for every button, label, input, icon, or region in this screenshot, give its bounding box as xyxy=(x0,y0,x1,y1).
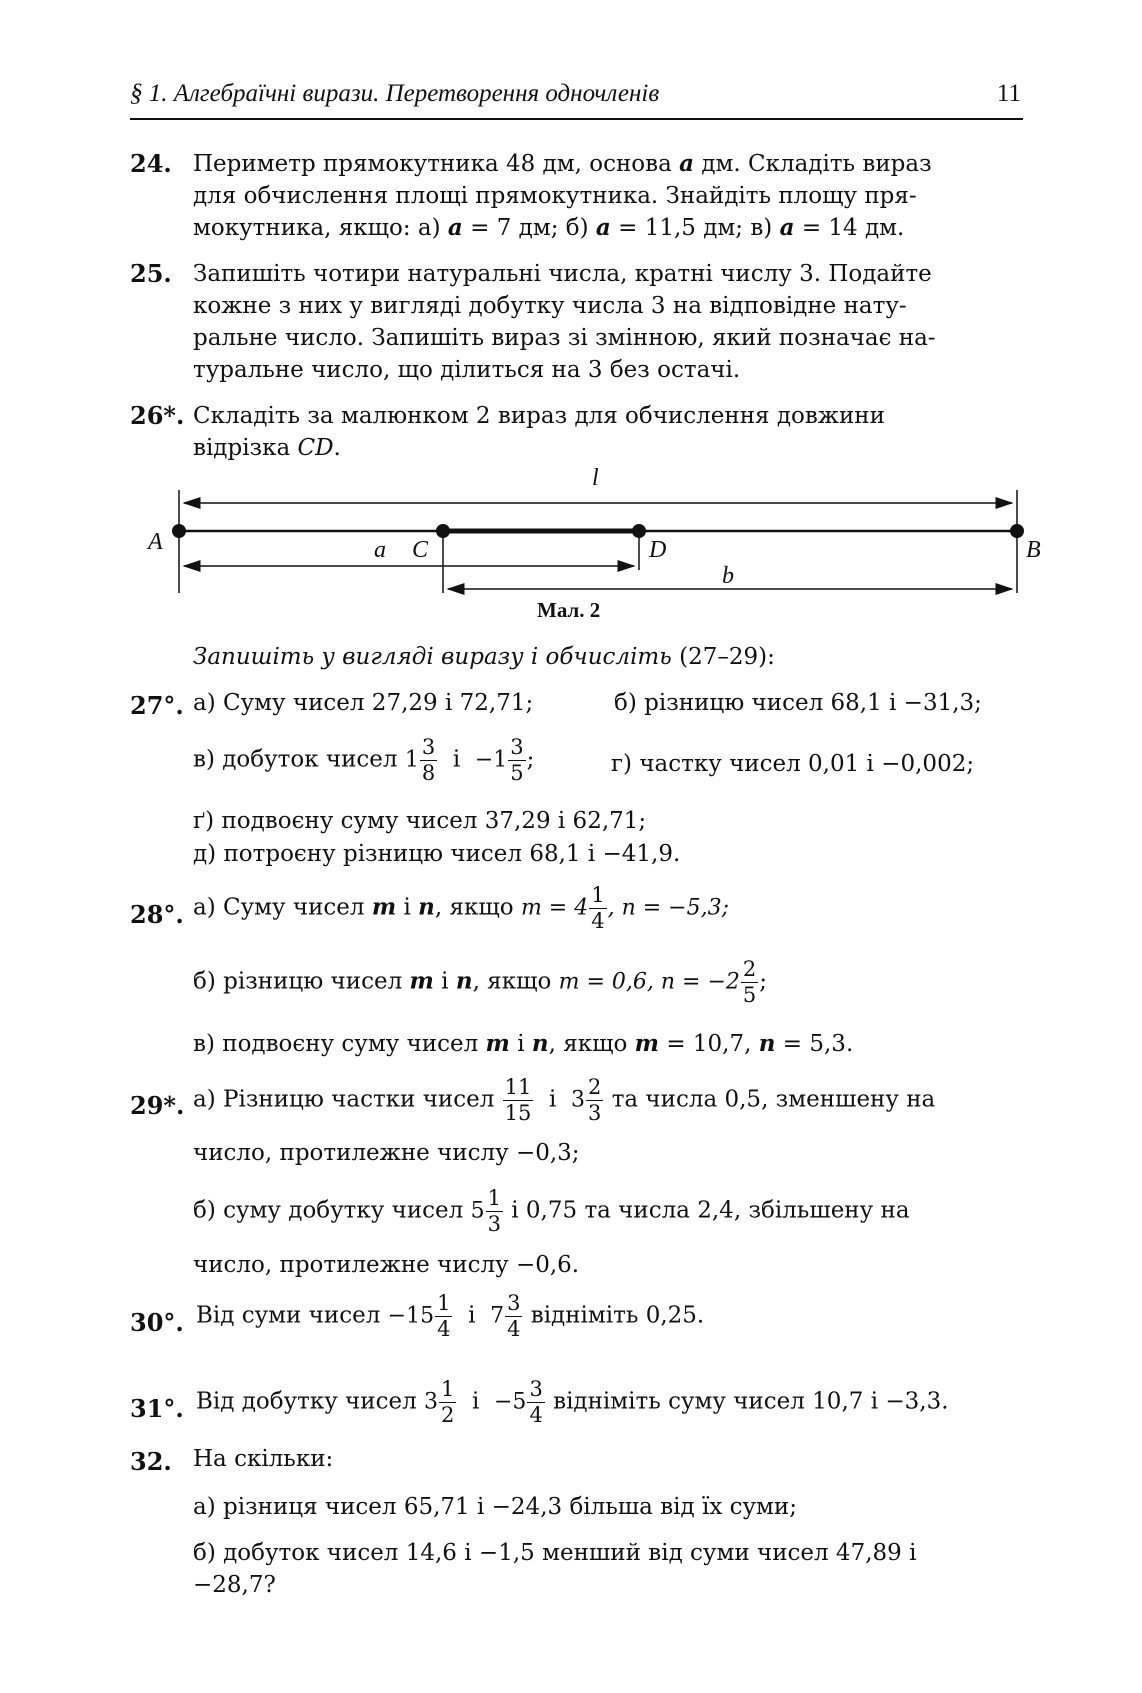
exercise-number: 25. xyxy=(130,259,172,288)
exercise-number: 30°. xyxy=(130,1308,184,1337)
label-a-length: a xyxy=(374,537,386,563)
label-l: l xyxy=(592,465,599,491)
exercise-number: 31°. xyxy=(130,1394,184,1423)
exercise-27-f: д) потроєну різницю чисел 68,1 і −41,9. xyxy=(193,841,681,867)
exercise-28-a: а) Суму чисел m і n, якщо m = 4 $\frac{1}{4}$ , n = −5,3; xyxy=(193,883,730,933)
exercise-32-a: а) різниця чисел 65,71 і −24,3 більша від їх суми; xyxy=(193,1494,797,1520)
section-title: § 1. Алгебраїчні вирази. Перетворення одночленів xyxy=(130,80,660,107)
exercise-text-line: Периметр прямокутника 48 дм, основа a дм. Складіть вираз xyxy=(193,150,932,177)
exercise-24 xyxy=(130,148,1030,244)
fraction: $\frac{1}{4}$ xyxy=(437,1291,451,1341)
fraction: $\frac{1}{4}$ xyxy=(591,883,605,933)
fraction: $\frac{3}{5}$ xyxy=(510,735,524,785)
instruction: Запишіть у вигляді виразу і обчисліть (27–29): xyxy=(193,644,775,670)
segment-diagram xyxy=(140,465,1041,595)
exercise-text-line: ральне число. Запишіть вираз зі змінною, який позначає на- xyxy=(193,325,936,351)
exercise-27-b: б) різницю чисел 68,1 і −31,3; xyxy=(614,690,982,716)
point-d xyxy=(632,524,646,538)
fraction: $\frac{1}{3}$ xyxy=(487,1186,501,1236)
exercise-32-intro: На скільки: xyxy=(193,1446,334,1472)
exercise-30-text: Від суми чисел −15 $\frac{1}{4}$ і 7 $\frac{3}{4}$ відніміть 0,25. xyxy=(196,1291,705,1341)
fraction: $\frac{2}{3}$ xyxy=(588,1075,602,1125)
exercise-29-b: б) суму добутку чисел 5 $\frac{1}{3}$ і 0,75 та числа 2,4, збільшену на xyxy=(193,1186,910,1236)
label-c: C xyxy=(412,537,429,563)
exercise-number: 24. xyxy=(130,149,172,178)
exercise-number: 28°. xyxy=(130,900,184,929)
exercise-28-b: б) різницю чисел m і n, якщо m = 0,6, n = −2 $\frac{2}{5}$ ; xyxy=(193,957,768,1007)
page-number: 11 xyxy=(996,80,1021,107)
exercise-29-a: а) Різницю частки чисел $\frac{11}{15}$ і 3 $\frac{2}{3}$ та числа 0,5, зменшену на xyxy=(193,1075,936,1125)
exercise-29-b-cont: число, протилежне числу −0,6. xyxy=(193,1252,580,1278)
figure-caption: Мал. 2 xyxy=(537,598,601,622)
exercise-number: 27°. xyxy=(130,691,184,720)
exercise-32-b-cont: −28,7? xyxy=(193,1572,276,1598)
exercise-31-text: Від добутку чисел 3 $\frac{1}{2}$ і −5 $\frac{3}{4}$ відніміть суму чисел 10,7 і −3,3. xyxy=(196,1377,949,1427)
point-b xyxy=(1010,524,1024,538)
label-b-length: b xyxy=(722,563,734,589)
point-a xyxy=(172,524,186,538)
fraction: $\frac{3}{8}$ xyxy=(421,735,436,785)
exercise-27-e: ґ) подвоєну суму чисел 37,29 і 62,71; xyxy=(193,808,647,834)
exercise-text-line: для обчислення площі прямокутника. Знайдіть площу пря- xyxy=(193,183,917,209)
exercise-number: 26*. xyxy=(130,401,185,430)
label-b-point: B xyxy=(1026,537,1041,563)
exercise-text-line: Запишіть чотири натуральні числа, кратні числу 3. Подайте xyxy=(193,261,932,287)
fraction: $\frac{1}{2}$ xyxy=(441,1377,455,1427)
page-header xyxy=(130,78,1023,120)
exercise-32-b: б) добуток чисел 14,6 і −1,5 менший від суми чисел 47,89 і xyxy=(193,1540,917,1566)
exercise-28-c: в) подвоєну суму чисел m і n, якщо m = 10,7, n = 5,3. xyxy=(193,1030,854,1057)
exercise-27-d: г) частку чисел 0,01 і −0,002; xyxy=(611,751,975,777)
exercise-text-line: туральне число, що ділиться на 3 без остачі. xyxy=(193,357,741,383)
label-a-point: A xyxy=(148,529,163,555)
fraction: $\frac{2}{5}$ xyxy=(742,957,757,1007)
fraction: $\frac{11}{15}$ xyxy=(504,1075,532,1125)
fraction: $\frac{3}{4}$ xyxy=(507,1291,521,1341)
exercise-number: 29*. xyxy=(130,1091,185,1120)
label-d: D xyxy=(649,537,667,563)
exercise-text-line: відрізка CD. xyxy=(193,435,341,461)
exercise-number: 32. xyxy=(130,1447,172,1476)
point-c xyxy=(436,524,450,538)
exercise-27-a: а) Суму чисел 27,29 і 72,71; xyxy=(193,690,534,716)
exercise-text-line: кожне з них у вигляді добутку числа 3 на відповідне нату- xyxy=(193,293,907,319)
exercise-text-line: Складіть за малюнком 2 вираз для обчислення довжини xyxy=(193,403,885,429)
exercise-text-line: мокутника, якщо: а) a = 7 дм; б) a = 11,5 дм; в) a = 14 дм. xyxy=(193,214,905,241)
exercise-27-c: в) добуток чисел 1 $\frac{3}{8}$ і −1 $\frac{3}{5}$ ; xyxy=(193,735,535,785)
exercise-25 xyxy=(130,258,1030,386)
fraction: $\frac{3}{4}$ xyxy=(529,1377,543,1427)
exercise-29-a-cont: число, протилежне числу −0,3; xyxy=(193,1140,580,1166)
exercise-26 xyxy=(130,400,1030,464)
